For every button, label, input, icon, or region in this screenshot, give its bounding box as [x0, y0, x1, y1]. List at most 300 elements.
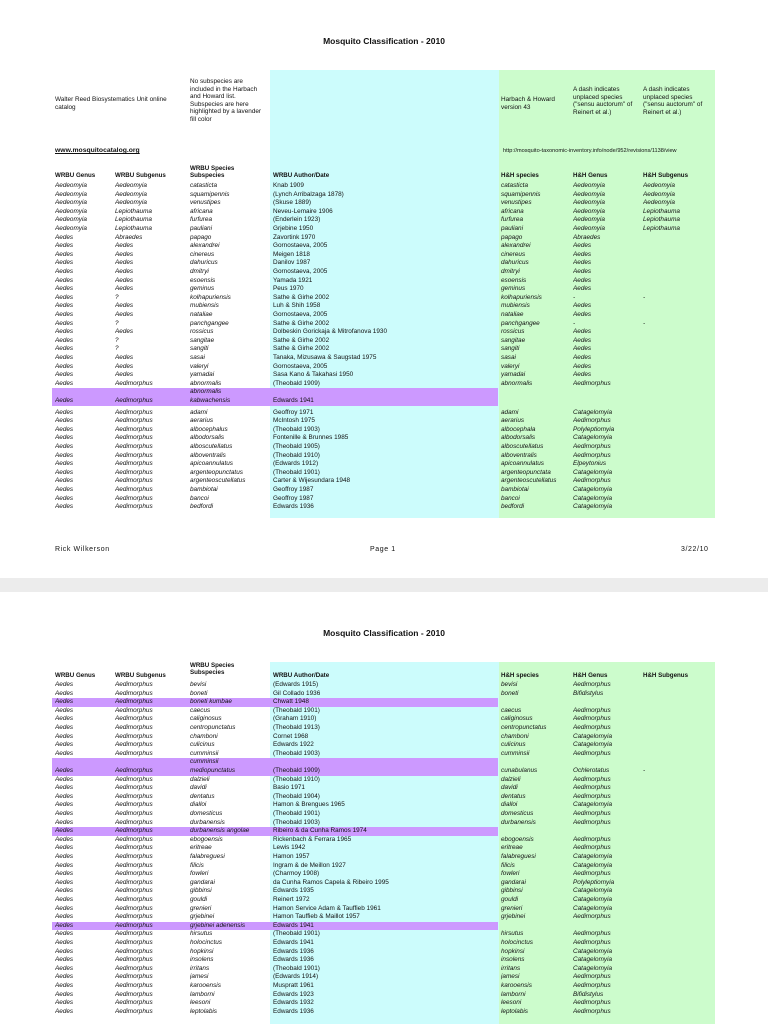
wrbu-genus-cell: Aedes [55, 801, 74, 809]
wrbu-subgenus-cell: Aedimorphus [115, 1007, 153, 1015]
subspecies-parent-row [52, 758, 498, 767]
document-page-2 [0, 592, 768, 1024]
wrbu-subgenus-cell: ? [115, 336, 119, 344]
wrbu-subgenus-cell: ? [115, 345, 119, 353]
author-date-cell: (Edwards 1914) [273, 973, 319, 981]
wrbu-species-cell: filicis [190, 861, 204, 869]
hh-subgenus-cell: Aedeomyia [643, 182, 675, 189]
wrbu-genus-cell: Aedes [55, 242, 74, 250]
wrbu-genus-cell: Aedes [55, 477, 74, 485]
hh-species-cell: jamesi [501, 973, 520, 981]
table-row [0, 234, 768, 243]
table-row [0, 715, 768, 724]
hh-version-note: Harbach & Howard version 43 [501, 96, 555, 111]
wrbu-species-cell: falabreguesi [190, 853, 225, 860]
wrbu-genus-cell: Aedes [55, 775, 74, 783]
wrbu-species-cell: dialloi [190, 801, 207, 809]
wrbu-subgenus-cell: Aedimorphus [115, 451, 153, 459]
wrbu-species-cell: albocephalus [190, 425, 228, 433]
table-row [0, 302, 768, 311]
author-date-cell: Edwards 1941 [273, 397, 314, 404]
wrbu-subgenus-cell: Aedeomyia [115, 182, 147, 189]
table-row [0, 999, 768, 1008]
hh-species-cell: gouldi [501, 896, 519, 903]
table-row [0, 225, 768, 234]
table-row [0, 930, 768, 939]
wrbu-genus-cell: Aedes [55, 434, 74, 442]
author-date-cell: Basio 1971 [273, 784, 305, 792]
hh-genus-cell: Aedimorphus [573, 818, 611, 826]
wrbu-subgenus-cell: Aedes [115, 259, 134, 267]
author-date-cell: (Theobald 1901) [273, 930, 320, 938]
wrbu-genus-cell: Aedes [55, 956, 74, 964]
wrbu-genus-cell: Aedeomyia [55, 207, 87, 215]
hh-genus-cell: Aedimorphus [573, 792, 611, 800]
wrbu-species-cell: gandarai [190, 878, 215, 886]
author-date-cell: (Theobald 1903) [273, 818, 320, 826]
table-row [0, 870, 768, 879]
table-row [0, 887, 768, 896]
table-row [0, 810, 768, 819]
wrbu-species-cell: bancoi [190, 494, 209, 502]
author-date-cell: (Edwards 1912) [273, 460, 319, 468]
hh-genus-cell: Polyleptiomyia [573, 878, 615, 886]
wrbu-subgenus-cell: Aedimorphus [115, 853, 153, 860]
author-date-cell: Ingram & de Meillon 1927 [273, 861, 346, 869]
hh-species-cell: argenteopunctata [501, 468, 551, 476]
author-date-cell: Grjebine 1950 [273, 225, 314, 232]
hh-species-cell: argenteoscutellatus [501, 477, 557, 485]
table-row [0, 690, 768, 699]
wrbu-subgenus-cell: Aedimorphus [115, 775, 153, 783]
author-date-cell: Luh & Shih 1958 [273, 302, 321, 310]
table-row [0, 948, 768, 957]
author-date-cell: Sathe & Girhe 2002 [273, 345, 330, 353]
footer-author: Rick Wilkerson [55, 546, 110, 553]
hh-species-cell: dalzieli [501, 775, 521, 783]
wrbu-species-cell: cinereus [190, 250, 215, 258]
hh-species-cell: eritreae [501, 844, 523, 852]
wrbu-genus-cell: Aedes [55, 468, 74, 476]
wrbu-genus-cell: Aedes [55, 276, 74, 284]
wrbu-subgenus-cell: Aedimorphus [115, 706, 153, 714]
hh-species-cell: squamipennis [501, 190, 541, 198]
hh-subgenus-cell: Lepiothauma [643, 216, 680, 224]
taxonomic-inventory-url[interactable]: http://mosquito-taxonomic-inventory.info/node/952/revisions/1138/view [503, 148, 677, 154]
hh-species-cell: gibbinsi [501, 887, 523, 895]
footer-date: 3/22/10 [681, 546, 709, 553]
hh-species-cell: centropunctatus [501, 724, 547, 731]
wrbu-genus-cell: Aedes [55, 930, 74, 938]
wrbu-subgenus-cell: Aedes [115, 302, 134, 310]
wrbu-genus-cell: Aedes [55, 345, 74, 353]
wrbu-species-cell: culicinus [190, 741, 215, 749]
wrbu-subgenus-cell: Abraedes [115, 233, 143, 241]
wrbu-genus-cell: Aedes [55, 302, 74, 310]
author-date-cell: Gornostaeva, 2005 [273, 242, 328, 250]
hh-species-cell: caliginosus [501, 715, 533, 723]
wrbu-genus-cell: Aedes [55, 982, 74, 989]
hh-genus-cell: Aedimorphus [573, 939, 611, 946]
table-row [0, 363, 768, 372]
hh-species-cell: africana [501, 207, 524, 215]
author-date-cell: Reinert 1972 [273, 896, 310, 903]
wrbu-genus-cell: Aedes [55, 268, 74, 275]
author-date-cell: (Theobald 1905) [273, 443, 320, 450]
subspecies-row [52, 767, 646, 776]
hh-species-cell: caecus [501, 706, 522, 714]
wrbu-genus-cell: Aedes [55, 878, 74, 886]
hh-species-cell: geminus [501, 285, 526, 293]
author-date-cell: Edwards 1935 [273, 887, 314, 895]
wrbu-subgenus-cell: Aedimorphus [115, 698, 153, 706]
table-row [0, 982, 768, 991]
wrbu-genus-cell: Aedes [55, 715, 74, 723]
table-row [0, 776, 768, 785]
author-date-cell: (Theobald 1910) [273, 451, 320, 459]
wrbu-species-cell: lamborni [190, 990, 215, 998]
wrbu-subgenus-cell: Aedes [115, 285, 134, 293]
table-row [0, 251, 768, 260]
author-date-cell: Edwards 1941 [273, 921, 314, 929]
header-hh-genus: H&H Genus [573, 172, 608, 179]
hh-species-cell: pauliani [501, 225, 524, 232]
wrbu-species-cell: alboscutellatus [190, 443, 233, 450]
hh-species-cell: karooensis [501, 982, 532, 989]
hh-species-cell: lamborni [501, 990, 526, 998]
wrbu-species-cell: kolhapuriensis [190, 293, 231, 301]
hh-genus-cell: Aedes [573, 302, 592, 310]
wrbu-subgenus-cell: Aedimorphus [115, 792, 153, 800]
table-row [0, 409, 768, 418]
hh-species-cell: filicis [501, 861, 515, 869]
author-date-cell: Gil Collado 1936 [273, 689, 321, 697]
wrbu-subgenus-cell: Aedimorphus [115, 896, 153, 903]
author-date-cell: Hamon Service Adam & Tauffieb 1961 [273, 904, 381, 912]
hh-genus-cell: Aedimorphus [573, 443, 611, 450]
wrbu-species-cell: durbanensis [190, 818, 225, 826]
wrbu-species-cell: karooensis [190, 982, 221, 989]
wrbu-species-cell: bedfordi [190, 503, 214, 511]
hh-genus-cell: Catagelomyia [573, 947, 613, 955]
wrbu-genus-cell: Aedes [55, 947, 74, 955]
table-row [0, 328, 768, 337]
wrbu-species-cell: grjebinei [190, 913, 215, 921]
hh-species-cell: albodorsalis [501, 434, 536, 442]
author-date-cell: (Theobald 1904) [273, 792, 320, 800]
author-date-cell: Neveu-Lemaire 1906 [273, 207, 333, 215]
table-row [0, 853, 768, 862]
wrbu-species-cell: abnormalis [190, 388, 222, 396]
table-row [0, 801, 768, 810]
table-row [0, 896, 768, 905]
wrbu-subgenus-cell: Aedimorphus [115, 878, 153, 886]
author-date-cell: Sathe & Girhe 2002 [273, 319, 330, 327]
wrbu-species-cell: dentatus [190, 792, 215, 800]
hh-genus-cell: Aedes [573, 328, 592, 336]
wrbu-genus-cell: Aedes [55, 408, 74, 416]
table-row [0, 862, 768, 871]
hh-species-cell: dmitryi [501, 268, 520, 275]
hh-genus-cell: Aedeomyia [573, 225, 605, 232]
author-date-cell: Sasa Kano & Takahasi 1950 [273, 371, 354, 379]
author-date-cell: da Cunha Ramos Capela & Ribeiro 1995 [273, 878, 389, 886]
wrbu-genus-cell: Aedes [55, 443, 74, 450]
author-date-cell: (Theobald 1901) [273, 468, 320, 476]
wrbu-species-cell: chamboni [190, 732, 218, 740]
wrbu-genus-cell: Aedes [55, 810, 74, 817]
wrbu-species-cell: cumminsii [190, 758, 219, 766]
wrbu-species-cell: cumminsii [190, 749, 219, 757]
hh-genus-cell: Catagelomyia [573, 732, 613, 740]
wrbu-subgenus-cell: Aedimorphus [115, 715, 153, 723]
author-date-cell: Meigen 1818 [273, 250, 310, 258]
author-date-cell: (Graham 1910) [273, 715, 317, 723]
wrbu-subgenus-cell: Aedimorphus [115, 724, 153, 731]
hh-genus-cell: Catagelomyia [573, 486, 613, 493]
table-row [0, 913, 768, 922]
wrbu-genus-cell: Aedes [55, 233, 74, 241]
hh-genus-cell: Catagelomyia [573, 904, 613, 912]
hh-genus-cell: - [573, 293, 576, 301]
wrbu-genus-cell: Aedes [55, 973, 74, 981]
table-row [0, 956, 768, 965]
table-row [0, 503, 768, 512]
author-date-cell: Geoffroy 1987 [273, 494, 314, 502]
hh-species-cell: irritans [501, 964, 521, 972]
hh-genus-cell: Aedimorphus [573, 784, 611, 792]
hh-species-cell: bancoi [501, 494, 520, 502]
hh-species-cell: papago [501, 233, 523, 241]
author-date-cell: Chwatt 1948 [273, 698, 309, 706]
wrbu-genus-cell: Aedes [55, 689, 74, 697]
hh-genus-cell: Aedimorphus [573, 706, 611, 714]
catalog-website-link[interactable]: www.mosquitocatalog.org [55, 147, 140, 154]
hh-genus-cell: Catagelomyia [573, 853, 613, 860]
hh-species-cell: cinereus [501, 250, 526, 258]
hh-species-cell: falabreguesi [501, 853, 536, 860]
wrbu-subgenus-cell: Aedimorphus [115, 784, 153, 792]
hh-species-cell: adami [501, 408, 519, 416]
subspecies-row [52, 827, 498, 836]
author-date-cell: Edwards 1936 [273, 947, 314, 955]
table-row [0, 242, 768, 251]
table-row [0, 345, 768, 354]
wrbu-subgenus-cell: Aedimorphus [115, 494, 153, 502]
dash-note: A dash indicates unplaced species ("sensu auctorum" of Reinert et al.) [573, 86, 633, 116]
hh-species-cell: leptolabis [501, 1007, 529, 1015]
wrbu-subgenus-cell: Aedeomyia [115, 190, 147, 198]
wrbu-species-cell: domesticus [190, 810, 223, 817]
hh-genus-cell: Aedimorphus [573, 477, 611, 485]
hh-species-cell: dialloi [501, 801, 518, 809]
author-date-cell: Edwards 1941 [273, 939, 314, 946]
wrbu-species-cell: caecus [190, 706, 211, 714]
author-date-cell: Edwards 1936 [273, 1007, 314, 1015]
table-row [0, 216, 768, 225]
wrbu-subgenus-cell: Aedimorphus [115, 939, 153, 946]
wrbu-subgenus-cell: Aedimorphus [115, 827, 153, 835]
author-date-cell: Geoffroy 1987 [273, 486, 314, 493]
author-date-cell: (Lynch Arribalzaga 1878) [273, 190, 344, 198]
author-date-cell: (Charmoy 1908) [273, 870, 320, 878]
wrbu-catalog-note: Walter Reed Biosystematics Unit online catalog [55, 96, 167, 111]
wrbu-subgenus-cell: Aedes [115, 311, 134, 318]
hh-genus-cell: Catagelomyia [573, 964, 613, 972]
hh-genus-cell: Aedimorphus [573, 810, 611, 817]
wrbu-species-cell: apicoannulatus [190, 460, 233, 468]
wrbu-species-cell: squamipennis [190, 190, 230, 198]
wrbu-genus-cell: Aedes [55, 681, 74, 688]
wrbu-genus-cell: Aedes [55, 362, 74, 370]
table-row [0, 819, 768, 828]
wrbu-species-cell: hopkinsi [190, 947, 214, 955]
table-row [0, 477, 768, 486]
table-row [0, 311, 768, 320]
wrbu-species-cell: grenieri [190, 904, 212, 912]
wrbu-species-cell: hirsutus [190, 930, 213, 938]
wrbu-subgenus-cell: Aedimorphus [115, 460, 153, 468]
author-date-cell: (Theobald 1909) [273, 767, 320, 774]
wrbu-subgenus-cell: Aedimorphus [115, 973, 153, 981]
wrbu-subgenus-cell: Lepiothauma [115, 225, 152, 232]
table-row [0, 741, 768, 750]
subspecies-row [52, 698, 498, 707]
wrbu-subgenus-cell: Aedimorphus [115, 477, 153, 485]
wrbu-genus-cell: Aedes [55, 904, 74, 912]
hh-genus-cell: Aedeomyia [573, 199, 605, 207]
wrbu-genus-cell: Aedes [55, 853, 74, 860]
wrbu-species-cell: davidi [190, 784, 207, 792]
wrbu-subgenus-cell: Aedimorphus [115, 844, 153, 852]
hh-species-cell: cunabulanus [501, 767, 538, 774]
wrbu-subgenus-cell: Aedimorphus [115, 503, 153, 511]
hh-species-cell: davidi [501, 784, 518, 792]
wrbu-subgenus-cell: Aedimorphus [115, 964, 153, 972]
hh-species-cell: culicinus [501, 741, 526, 749]
wrbu-genus-cell: Aedes [55, 818, 74, 826]
wrbu-genus-cell: Aedes [55, 749, 74, 757]
wrbu-genus-cell: Aedeomyia [55, 190, 87, 198]
hh-species-cell: sasai [501, 354, 516, 361]
hh-species-cell: leesoni [501, 999, 522, 1007]
header-wrbu-species: WRBU Species Subspecies [190, 662, 235, 677]
wrbu-genus-cell: Aedes [55, 503, 74, 511]
hh-subgenus-cell: - [643, 767, 646, 774]
author-date-cell: Edwards 1923 [273, 990, 314, 998]
hh-genus-cell: Aedes [573, 371, 592, 379]
table-row [0, 208, 768, 217]
hh-genus-cell: Aedes [573, 250, 592, 258]
hh-genus-cell: Aedimorphus [573, 982, 611, 989]
hh-genus-cell: Aedes [573, 354, 592, 361]
table-row [0, 724, 768, 733]
table-row [0, 371, 768, 380]
wrbu-subgenus-cell: Aedimorphus [115, 999, 153, 1007]
table-row [0, 844, 768, 853]
hh-genus-cell: Catagelomyia [573, 741, 613, 749]
wrbu-subgenus-cell: Aedimorphus [115, 486, 153, 493]
wrbu-genus-cell: Aedes [55, 698, 74, 706]
wrbu-genus-cell: Aedeomyia [55, 216, 87, 224]
author-date-cell: Hamon Tauffieb & Maillot 1957 [273, 913, 360, 921]
hh-species-cell: hirsutus [501, 930, 524, 938]
wrbu-genus-cell: Aedes [55, 259, 74, 267]
wrbu-species-cell: sangitae [190, 336, 215, 344]
hh-genus-cell: Aedimorphus [573, 417, 611, 425]
hh-genus-cell: Bifidistylus [573, 689, 604, 697]
hh-species-cell: venustipes [501, 199, 532, 207]
hh-genus-cell: Aedeomyia [573, 216, 605, 224]
wrbu-genus-cell: Aedes [55, 767, 74, 774]
wrbu-genus-cell: Aedeomyia [55, 182, 87, 189]
hh-species-cell: esoensis [501, 276, 527, 284]
author-date-cell: Edwards 1936 [273, 956, 314, 964]
wrbu-genus-cell: Aedes [55, 379, 74, 387]
hh-species-cell: cumminsii [501, 749, 530, 757]
hh-subgenus-cell: - [643, 293, 646, 301]
hh-species-cell: alboscutellatus [501, 443, 544, 450]
table-row [0, 268, 768, 277]
wrbu-species-cell: kabwachensis [190, 397, 231, 404]
hh-species-cell: durbanensis [501, 818, 536, 826]
hh-genus-cell: Aedimorphus [573, 715, 611, 723]
wrbu-species-cell: africana [190, 207, 213, 215]
hh-genus-cell: Catagelomyia [573, 434, 613, 442]
wrbu-species-cell: caliginosus [190, 715, 222, 723]
hh-species-cell: kolhapuriensis [501, 293, 542, 301]
hh-genus-cell: Aedimorphus [573, 379, 611, 387]
wrbu-species-cell: eritreae [190, 844, 212, 852]
hh-genus-cell: Aedes [573, 276, 592, 284]
hh-species-cell: insolens [501, 956, 525, 964]
wrbu-subgenus-cell: Aedimorphus [115, 741, 153, 749]
wrbu-subgenus-cell: Aedimorphus [115, 397, 153, 404]
wrbu-genus-cell: Aedeomyia [55, 225, 87, 232]
header-author-date: WRBU Author/Date [273, 172, 330, 179]
wrbu-subgenus-cell: Aedimorphus [115, 749, 153, 757]
hh-species-cell: grjebinei [501, 913, 526, 921]
wrbu-genus-cell: Aedes [55, 870, 74, 878]
header-hh-subgenus: H&H Subgenus [643, 672, 689, 679]
hh-genus-cell: Aedes [573, 242, 592, 250]
wrbu-species-cell: abnormalis [190, 379, 222, 387]
author-date-cell: (Edwards 1915) [273, 681, 319, 688]
wrbu-genus-cell: Aedes [55, 397, 74, 404]
header-hh-species: H&H species [501, 672, 539, 679]
page-title: Mosquito Classification - 2010 [323, 628, 445, 638]
hh-genus-cell: Abraedes [573, 233, 601, 241]
wrbu-genus-cell: Aedes [55, 784, 74, 792]
hh-genus-cell: Aedimorphus [573, 973, 611, 981]
wrbu-subgenus-cell: Aedimorphus [115, 913, 153, 921]
author-date-cell: Sathe & Girhe 2002 [273, 336, 330, 344]
table-row [0, 991, 768, 1000]
wrbu-species-cell: nataliae [190, 311, 213, 318]
wrbu-genus-cell: Aedes [55, 861, 74, 869]
author-date-cell: (Theobald 1901) [273, 964, 320, 972]
hh-genus-cell: Aedes [573, 336, 592, 344]
hh-genus-cell: Aedimorphus [573, 999, 611, 1007]
wrbu-genus-cell: Aedes [55, 486, 74, 493]
table-row [0, 495, 768, 504]
author-date-cell: Cornet 1968 [273, 732, 309, 740]
wrbu-species-cell: jamesi [190, 973, 209, 981]
author-date-cell: (Enderlein 1923) [273, 216, 321, 224]
hh-species-cell: alexandrei [501, 242, 531, 250]
wrbu-species-cell: durbanensis angolae [190, 827, 250, 835]
wrbu-genus-cell: Aedes [55, 990, 74, 998]
